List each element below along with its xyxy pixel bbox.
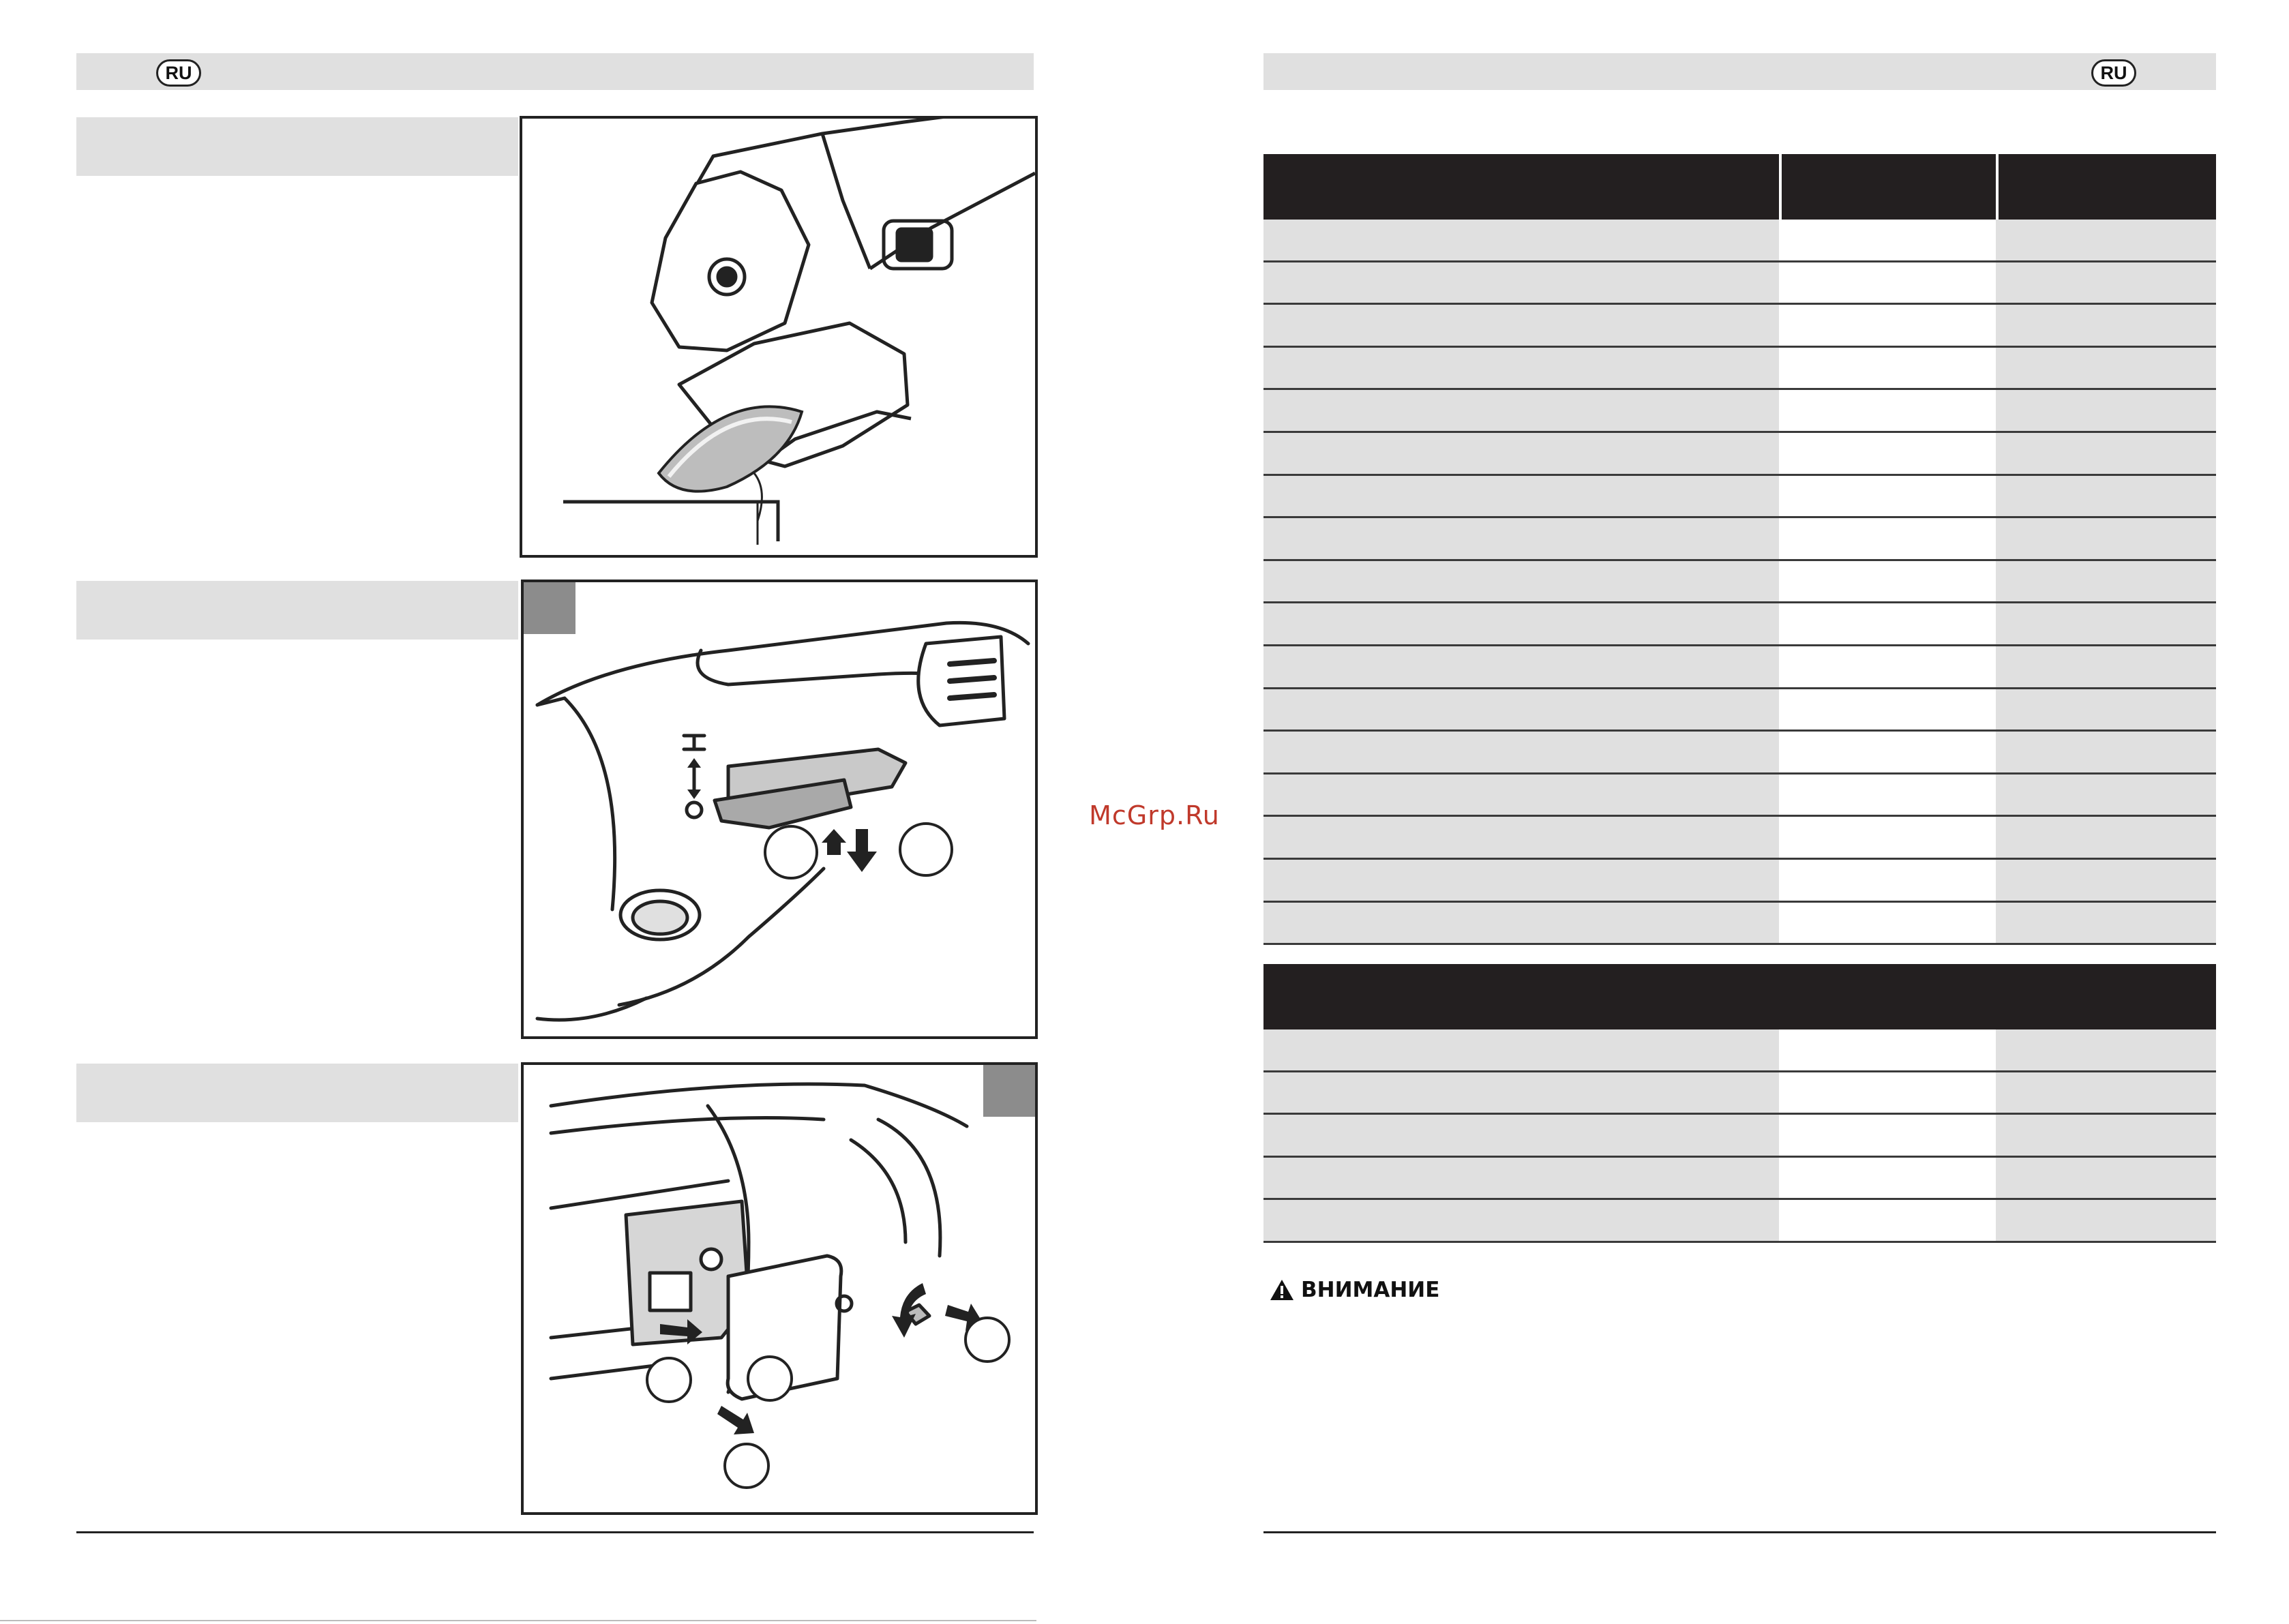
table-cell xyxy=(1996,775,2216,815)
table-row xyxy=(1263,348,2216,391)
table-cell xyxy=(1779,775,1996,815)
right-page-header-bar xyxy=(1263,53,2216,90)
table-cell xyxy=(1779,476,1996,517)
table-row xyxy=(1263,732,2216,775)
table-row xyxy=(1263,1072,2216,1115)
language-badge: RU xyxy=(2091,59,2136,87)
table-cell xyxy=(1996,390,2216,431)
table-row xyxy=(1263,433,2216,476)
table-cell xyxy=(1779,348,1996,389)
table-cell xyxy=(1996,860,2216,901)
table-cell xyxy=(1779,1029,1996,1070)
figure-grinder-disc-angle xyxy=(520,116,1038,558)
table-row xyxy=(1263,476,2216,519)
table-cell xyxy=(1779,732,1996,772)
table-cell xyxy=(1779,433,1996,474)
table-cell xyxy=(1996,476,2216,517)
table-cell xyxy=(1779,1072,1996,1113)
table-row xyxy=(1263,1158,2216,1201)
table-row xyxy=(1263,689,2216,732)
grinder-disc-illustration xyxy=(522,119,1035,555)
table-row xyxy=(1263,390,2216,433)
watermark-text: McGrp.Ru xyxy=(1089,800,1220,830)
table-cell xyxy=(1996,689,2216,730)
left-page-header-bar xyxy=(76,53,1034,90)
warning-triangle-icon xyxy=(1270,1279,1294,1301)
second-table xyxy=(1263,964,2216,1244)
table-row xyxy=(1263,860,2216,903)
right-page-footer-rule xyxy=(1263,1531,2216,1533)
table-header-divider xyxy=(1996,154,1999,220)
table-row xyxy=(1263,646,2216,689)
table-cell xyxy=(1779,603,1996,644)
table-row xyxy=(1263,305,2216,348)
warning-heading xyxy=(1270,1276,1439,1304)
table-row xyxy=(1263,1029,2216,1072)
table-cell xyxy=(1779,390,1996,431)
table-cell xyxy=(1996,1115,2216,1156)
table-row xyxy=(1263,1115,2216,1158)
table-cell xyxy=(1779,220,1996,260)
table-cell xyxy=(1779,1158,1996,1199)
table-cell xyxy=(1996,348,2216,389)
table-cell xyxy=(1779,305,1996,346)
table-row xyxy=(1263,561,2216,604)
table-cell xyxy=(1779,561,1996,602)
table-row xyxy=(1263,220,2216,262)
table-cell xyxy=(1779,518,1996,559)
section-title-block-1 xyxy=(76,117,518,176)
table-cell xyxy=(1779,817,1996,858)
table-cell xyxy=(1996,817,2216,858)
table-cell xyxy=(1779,1115,1996,1156)
table-cell xyxy=(1996,561,2216,602)
table-row xyxy=(1263,1200,2216,1243)
table-header xyxy=(1263,154,2216,220)
table-row xyxy=(1263,903,2216,946)
section-title-block-2 xyxy=(76,581,518,640)
table-cell xyxy=(1996,1158,2216,1199)
table-cell xyxy=(1996,220,2216,260)
table-cell xyxy=(1996,1072,2216,1113)
table-cell xyxy=(1996,732,2216,772)
table-header-divider xyxy=(1779,154,1782,220)
figure-switch-trigger xyxy=(521,580,1038,1039)
table-row xyxy=(1263,518,2216,561)
table-cell xyxy=(1996,1200,2216,1241)
table-cell xyxy=(1996,646,2216,687)
table-row xyxy=(1263,262,2216,305)
figure-brush-cover xyxy=(521,1062,1038,1515)
table-row xyxy=(1263,817,2216,860)
left-page-footer-rule xyxy=(76,1531,1034,1533)
table-cell xyxy=(1996,603,2216,644)
table-row xyxy=(1263,775,2216,817)
warning-label: ВНИМАНИЕ xyxy=(1301,1278,1440,1302)
table-row xyxy=(1263,603,2216,646)
table-cell xyxy=(1779,1200,1996,1241)
language-badge: RU xyxy=(156,59,201,87)
table-header xyxy=(1263,964,2216,1029)
table-cell xyxy=(1779,903,1996,944)
table-cell xyxy=(1996,1029,2216,1070)
table-cell xyxy=(1779,689,1996,730)
table-cell xyxy=(1779,646,1996,687)
left-page-bottom-edge xyxy=(0,1620,1036,1621)
table-cell xyxy=(1996,305,2216,346)
switch-trigger-illustration xyxy=(524,582,1035,1036)
table-cell xyxy=(1779,262,1996,303)
table-cell xyxy=(1779,860,1996,901)
table-cell xyxy=(1996,262,2216,303)
table-cell xyxy=(1996,903,2216,944)
section-title-block-3 xyxy=(76,1064,518,1122)
table-cell xyxy=(1996,518,2216,559)
table-cell xyxy=(1996,433,2216,474)
brush-cover-illustration xyxy=(524,1065,1035,1512)
specifications-table xyxy=(1263,154,2216,942)
